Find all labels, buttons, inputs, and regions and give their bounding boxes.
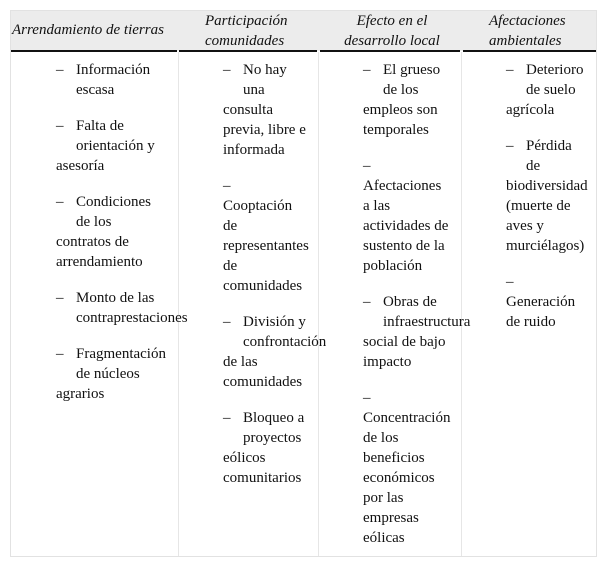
header-text: comunidades (205, 33, 285, 49)
dash-bullet: – (363, 158, 371, 174)
list-item (506, 60, 588, 120)
item-line: contratos de (56, 234, 129, 250)
item-text: Deterioro (526, 62, 584, 78)
item-line: comunidades (223, 278, 303, 294)
dash-bullet: – (56, 62, 64, 78)
item-line: de los (383, 82, 419, 98)
item-text: Obras de (383, 294, 437, 310)
dash-bullet: – (223, 314, 231, 330)
item-line: eólicos (223, 450, 266, 466)
header-text: Participación (205, 13, 288, 29)
item-line (506, 272, 588, 292)
list-item (506, 272, 588, 332)
item-line: (muerte de (506, 198, 571, 214)
header-rule (179, 50, 317, 52)
list-item (223, 176, 326, 296)
column-afectaciones (506, 60, 588, 348)
item-line: impacto (363, 354, 412, 370)
item-text: División y (243, 314, 306, 330)
dash-bullet: – (223, 178, 231, 194)
item-line: de los (76, 214, 112, 230)
header-text: Arrendamiento de tierras (12, 22, 164, 38)
item-line: empleos son (363, 102, 438, 118)
item-line: informada (223, 142, 285, 158)
header-arrendamiento (12, 20, 164, 60)
item-line: de (526, 158, 541, 174)
item-line (223, 60, 326, 80)
dash-bullet: – (56, 194, 64, 210)
header-rule (320, 50, 460, 52)
item-line (56, 288, 188, 308)
item-line (56, 192, 188, 212)
item-line: población (363, 258, 423, 274)
column-efecto (363, 60, 470, 564)
header-rule (11, 50, 177, 52)
dash-bullet: – (56, 346, 64, 362)
list-item (363, 388, 470, 548)
header-afectaciones (489, 11, 566, 51)
column-participacion (223, 60, 326, 504)
item-line: de (223, 218, 238, 234)
item-line (223, 312, 326, 332)
list-item (363, 60, 470, 140)
dash-bullet: – (506, 62, 514, 78)
item-line: eólicas (363, 530, 405, 546)
item-line (506, 60, 588, 80)
item-text: No hay (243, 62, 287, 78)
item-line (363, 156, 470, 176)
item-text: Bloqueo a (243, 410, 305, 426)
list-item (56, 60, 188, 100)
header-rule (463, 50, 596, 52)
item-line: comunidades (223, 374, 303, 390)
dash-bullet: – (363, 390, 371, 406)
item-line: una (243, 82, 265, 98)
item-line: infraestructura (383, 314, 471, 330)
item-line: contraprestaciones (76, 310, 188, 326)
item-line: económicos (363, 470, 435, 486)
item-text: Monto de las (76, 290, 155, 306)
item-line: sustento de la (363, 238, 445, 254)
item-text: Fragmentación (76, 346, 166, 362)
item-line: por las (363, 490, 404, 506)
item-line: Concentración (363, 410, 451, 426)
item-line: escasa (76, 82, 115, 98)
item-line: beneficios (363, 450, 425, 466)
item-line: representantes (223, 238, 309, 254)
item-line: Cooptación (223, 198, 293, 214)
item-line: de núcleos (76, 366, 140, 382)
impacts-table (10, 10, 597, 557)
item-line (223, 408, 326, 428)
item-line: social de bajo (363, 334, 446, 350)
list-item (223, 312, 326, 392)
item-line (56, 60, 188, 80)
dash-bullet: – (363, 294, 371, 310)
item-line: temporales (363, 122, 429, 138)
dash-bullet: – (223, 410, 231, 426)
item-line: de ruido (506, 314, 556, 330)
item-line (363, 60, 470, 80)
header-text: Afectaciones (489, 13, 566, 29)
item-line (363, 292, 470, 312)
item-line: actividades de (363, 218, 449, 234)
header-participacion (205, 11, 288, 51)
item-line: biodiversidad (506, 178, 588, 194)
item-line: arrendamiento (56, 254, 143, 270)
list-item (363, 292, 470, 372)
item-text: El grueso (383, 62, 441, 78)
item-line: confrontación (243, 334, 327, 350)
dash-bullet: – (506, 274, 514, 290)
item-line (56, 116, 188, 136)
item-line (56, 344, 188, 364)
list-item (56, 288, 188, 328)
list-item (56, 116, 188, 176)
item-line: Afectaciones (363, 178, 442, 194)
dash-bullet: – (56, 290, 64, 306)
item-line: consulta (223, 102, 273, 118)
item-line (506, 136, 588, 156)
item-line: a las (363, 198, 391, 214)
list-item (363, 156, 470, 276)
item-text: Información (76, 62, 151, 78)
dash-bullet: – (506, 138, 514, 154)
item-line: Generación (506, 294, 576, 310)
item-line: de (223, 258, 238, 274)
header-efecto (322, 11, 462, 51)
item-line: proyectos (243, 430, 302, 446)
item-line: previa, libre e (223, 122, 306, 138)
list-item (56, 192, 188, 272)
item-line (363, 388, 470, 408)
item-text: Pérdida (526, 138, 572, 154)
item-line: comunitarios (223, 470, 302, 486)
item-line: aves y (506, 218, 544, 234)
item-line: agrícola (506, 102, 555, 118)
header-text: ambientales (489, 33, 562, 49)
dash-bullet: – (363, 62, 371, 78)
header-text: desarrollo local (344, 33, 440, 49)
item-text: Condiciones (76, 194, 151, 210)
item-line: empresas (363, 510, 419, 526)
item-line: de los (363, 430, 399, 446)
list-item (223, 408, 326, 488)
list-item (223, 60, 326, 160)
dash-bullet: – (223, 62, 231, 78)
item-line: agrarios (56, 386, 105, 402)
list-item (506, 136, 588, 256)
dash-bullet: – (56, 118, 64, 134)
item-line: asesoría (56, 158, 105, 174)
item-line: orientación y (76, 138, 155, 154)
table-header (11, 11, 596, 51)
list-item (56, 344, 188, 404)
header-text: Efecto en el (356, 13, 428, 29)
item-line: murciélagos) (506, 238, 585, 254)
item-line: de las (223, 354, 258, 370)
item-line: de suelo (526, 82, 576, 98)
column-arrendamiento (56, 60, 188, 420)
item-text: Falta de (76, 118, 124, 134)
item-line (223, 176, 326, 196)
